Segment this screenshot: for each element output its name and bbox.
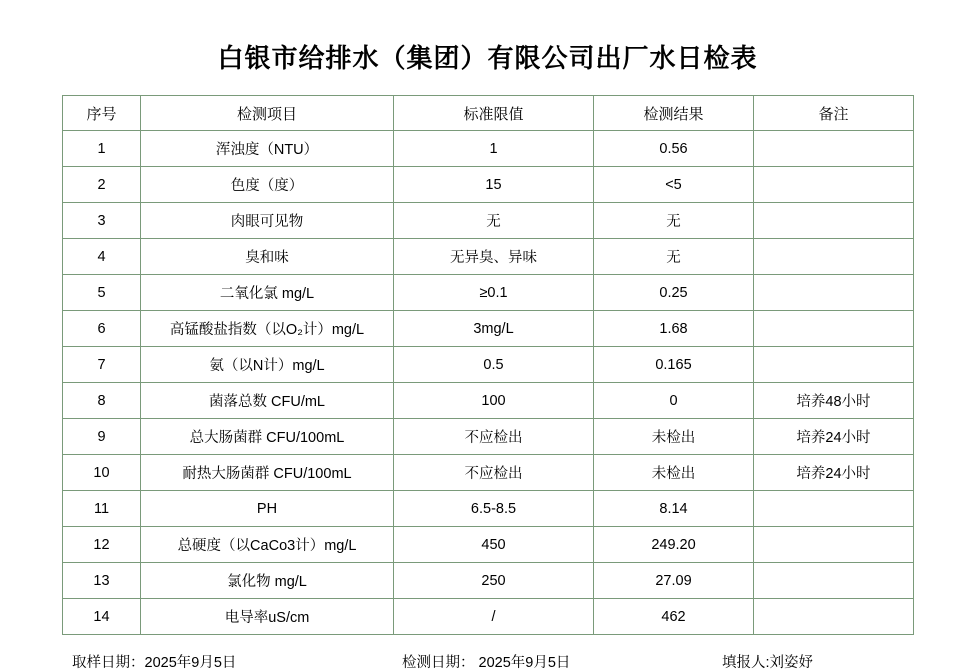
table-row (63, 383, 914, 419)
cell-note (754, 131, 914, 167)
cell-no: 3 (63, 203, 141, 239)
cell-item: 臭和味 (141, 239, 394, 275)
cell-item: 氯化物 mg/L (141, 563, 394, 599)
cell-result: 1.68 (594, 311, 754, 347)
table-header (63, 96, 914, 131)
cell-result: <5 (594, 167, 754, 203)
cell-no: 10 (63, 455, 141, 491)
cell-no: 12 (63, 527, 141, 563)
table-row (63, 419, 914, 455)
cell-result: 462 (594, 599, 754, 635)
cell-note: 培养48小时 (754, 383, 914, 419)
cell-result: 无 (594, 239, 754, 275)
cell-result: 8.14 (594, 491, 754, 527)
table-row (63, 599, 914, 635)
table-row (63, 491, 914, 527)
cell-item: PH (141, 491, 394, 527)
cell-result: 0.25 (594, 275, 754, 311)
cell-standard: 15 (394, 167, 594, 203)
cell-standard: 0.5 (394, 347, 594, 383)
water-quality-table (62, 95, 914, 635)
cell-note (754, 167, 914, 203)
reporter: 填报人:刘姿妤 (722, 655, 814, 671)
cell-result: 0 (594, 383, 754, 419)
table-row (63, 131, 914, 167)
sample-date: 取样日期：2025年9月5日 (72, 655, 237, 671)
table-row (63, 347, 914, 383)
cell-note (754, 239, 914, 275)
cell-note (754, 311, 914, 347)
cell-note (754, 563, 914, 599)
footer (0, 635, 975, 672)
table-row (63, 563, 914, 599)
cell-result: 未检出 (594, 455, 754, 491)
cell-item: 电导率uS/cm (141, 599, 394, 635)
cell-standard: ≥0.1 (394, 275, 594, 311)
cell-standard: 3mg/L (394, 311, 594, 347)
cell-item: 肉眼可见物 (141, 203, 394, 239)
cell-item: 二氧化氯 mg/L (141, 275, 394, 311)
column-header-result: 检测结果 (594, 96, 754, 131)
cell-no: 6 (63, 311, 141, 347)
cell-item: 高锰酸盐指数（以O₂计）mg/L (141, 311, 394, 347)
cell-standard: 无 (394, 203, 594, 239)
column-header-note: 备注 (754, 96, 914, 131)
cell-note (754, 203, 914, 239)
cell-note: 培养24小时 (754, 419, 914, 455)
cell-item: 浑浊度（NTU） (141, 131, 394, 167)
cell-standard: 1 (394, 131, 594, 167)
cell-no: 9 (63, 419, 141, 455)
cell-standard: 250 (394, 563, 594, 599)
cell-standard: 无异臭、异味 (394, 239, 594, 275)
cell-no: 5 (63, 275, 141, 311)
cell-no: 2 (63, 167, 141, 203)
cell-result: 0.56 (594, 131, 754, 167)
cell-standard: / (394, 599, 594, 635)
cell-result: 27.09 (594, 563, 754, 599)
cell-item: 耐热大肠菌群 CFU/100mL (141, 455, 394, 491)
cell-result: 无 (594, 203, 754, 239)
cell-standard: 不应检出 (394, 419, 594, 455)
cell-note: 培养24小时 (754, 455, 914, 491)
cell-item: 总大肠菌群 CFU/100mL (141, 419, 394, 455)
column-header-item: 检测项目 (141, 96, 394, 131)
cell-no: 1 (63, 131, 141, 167)
cell-no: 11 (63, 491, 141, 527)
table-container (0, 95, 975, 635)
cell-standard: 450 (394, 527, 594, 563)
cell-standard: 不应检出 (394, 455, 594, 491)
column-header-no: 序号 (63, 96, 141, 131)
table-row (63, 275, 914, 311)
cell-standard: 6.5-8.5 (394, 491, 594, 527)
table-row (63, 455, 914, 491)
test-date: 检测日期： 2025年9月5日 (402, 655, 571, 671)
cell-no: 13 (63, 563, 141, 599)
table-row (63, 527, 914, 563)
table-body (63, 131, 914, 635)
cell-item: 菌落总数 CFU/mL (141, 383, 394, 419)
cell-note (754, 275, 914, 311)
cell-item: 总硬度（以CaCo3计）mg/L (141, 527, 394, 563)
cell-standard: 100 (394, 383, 594, 419)
table-header-row (63, 96, 914, 131)
cell-note (754, 599, 914, 635)
cell-no: 4 (63, 239, 141, 275)
table-row (63, 203, 914, 239)
cell-no: 14 (63, 599, 141, 635)
table-row (63, 239, 914, 275)
cell-result: 未检出 (594, 419, 754, 455)
cell-no: 8 (63, 383, 141, 419)
cell-note (754, 527, 914, 563)
cell-no: 7 (63, 347, 141, 383)
cell-note (754, 347, 914, 383)
cell-item: 氨（以N计）mg/L (141, 347, 394, 383)
cell-note (754, 491, 914, 527)
cell-item: 色度（度） (141, 167, 394, 203)
cell-result: 0.165 (594, 347, 754, 383)
page-title: 白银市给排水（集团）有限公司出厂水日检表 (217, 44, 758, 73)
table-row (63, 167, 914, 203)
column-header-standard: 标准限值 (394, 96, 594, 131)
cell-result: 249.20 (594, 527, 754, 563)
table-row (63, 311, 914, 347)
